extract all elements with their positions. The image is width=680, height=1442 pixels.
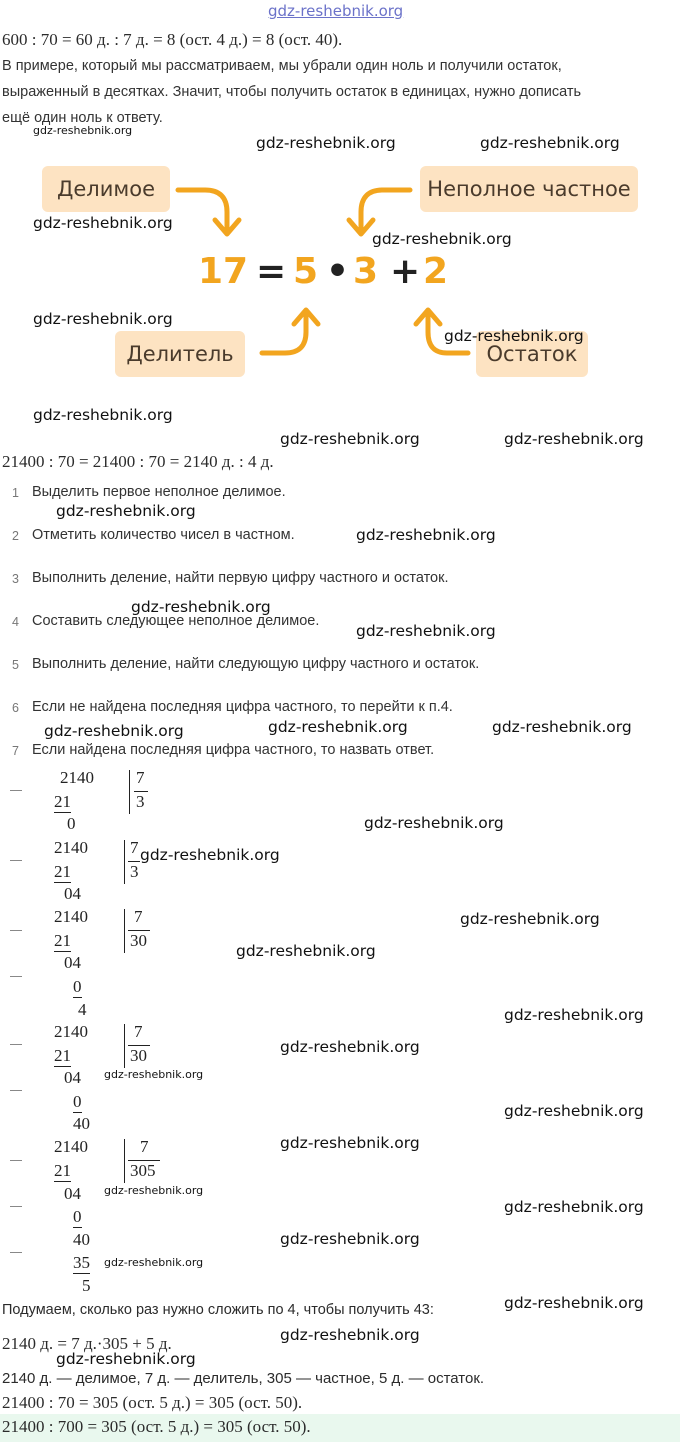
check-text: 2140 д. = 7 д.·305 + 5 д. bbox=[2, 1334, 172, 1353]
watermark: gdz-reshebnik.org bbox=[504, 1198, 644, 1216]
ld-subtrahend: 0 bbox=[73, 977, 82, 996]
step-text: Если не найдена последняя цифра частного, то перейти к п.4. bbox=[32, 699, 453, 715]
ld-next-dividend: 40 bbox=[73, 1114, 90, 1133]
ld-subtrahend: 21 bbox=[54, 862, 71, 881]
label-incomplete-quotient: Неполное частное bbox=[420, 166, 638, 212]
ld-remainder: 5 bbox=[82, 1276, 91, 1295]
equation-remainder: 2 bbox=[423, 251, 449, 292]
ld-dividend: 2140 bbox=[54, 907, 88, 926]
paragraph-line-1: В примере, который мы рассматриваем, мы убрали один ноль и получили остаток, bbox=[2, 58, 562, 74]
equation-line-2: 21400 : 70 = 21400 : 70 = 2140 д. : 4 д. bbox=[2, 452, 274, 471]
step-number: 5 bbox=[12, 658, 19, 672]
ld-subtrahend: 21 bbox=[54, 792, 71, 811]
ld-subtrahend: 21 bbox=[54, 931, 71, 950]
dash bbox=[10, 930, 22, 931]
watermark: gdz-reshebnik.org bbox=[236, 942, 376, 960]
ld-divisor: 7 bbox=[140, 1137, 149, 1156]
ld-remainder: 4 bbox=[78, 1000, 87, 1019]
ld-divisor: 7 bbox=[134, 907, 143, 926]
watermark-top[interactable]: gdz-reshebnik.org bbox=[268, 2, 404, 20]
ld-quotient: 3 bbox=[130, 862, 139, 881]
step-text: Выполнить деление, найти следующую цифру частного и остаток. bbox=[32, 656, 480, 672]
watermark: gdz-reshebnik.org bbox=[444, 327, 584, 345]
ld-divisor: 7 bbox=[134, 1022, 143, 1041]
ld-next-dividend: 40 bbox=[73, 1230, 90, 1249]
watermark: gdz-reshebnik.org bbox=[33, 214, 173, 232]
watermark: gdz-reshebnik.org bbox=[33, 406, 173, 424]
ld-quotient: 30 bbox=[130, 931, 147, 950]
ld-vertical-bar bbox=[124, 840, 125, 884]
dash bbox=[10, 790, 22, 791]
equation-plus: + bbox=[390, 251, 421, 292]
label-remainder: Остаток bbox=[476, 331, 588, 377]
paragraph-line-3: ещё один ноль к ответу. bbox=[2, 110, 163, 126]
watermark: gdz-reshebnik.org bbox=[280, 1134, 420, 1152]
watermark: gdz-reshebnik.org bbox=[44, 722, 184, 740]
think-text: Подумаем, сколько раз нужно сложить по 4, чтобы получить 43: bbox=[2, 1302, 434, 1318]
ld-subtrahend: 0 bbox=[73, 1207, 82, 1226]
dash bbox=[10, 860, 22, 861]
step-number: 3 bbox=[12, 572, 19, 586]
watermark: gdz-reshebnik.org bbox=[364, 814, 504, 832]
watermark: gdz-reshebnik.org bbox=[33, 310, 173, 328]
step-number: 7 bbox=[12, 744, 19, 758]
watermark: gdz-reshebnik.org bbox=[280, 1326, 420, 1344]
step-number: 6 bbox=[12, 701, 19, 715]
step-number: 4 bbox=[12, 615, 19, 629]
ld-next-dividend: 04 bbox=[64, 1184, 81, 1203]
watermark: gdz-reshebnik.org bbox=[356, 622, 496, 640]
ld-divisor: 7 bbox=[130, 838, 139, 857]
ld-subtrahend: 35 bbox=[73, 1253, 90, 1272]
watermark: gdz-reshebnik.org bbox=[504, 1102, 644, 1120]
equation-quotient: 3 bbox=[353, 251, 379, 292]
ld-divisor: 7 bbox=[136, 768, 145, 787]
watermark: gdz-reshebnik.org bbox=[131, 598, 271, 616]
step-text: Выделить первое неполное делимое. bbox=[32, 484, 286, 500]
equation-divisor: 5 bbox=[293, 251, 319, 292]
ld-subtrahend: 0 bbox=[73, 1092, 82, 1111]
dash bbox=[10, 1206, 22, 1207]
dash bbox=[10, 976, 22, 977]
equation-dot: • bbox=[326, 251, 350, 292]
watermark: gdz-reshebnik.org bbox=[33, 124, 133, 137]
dash bbox=[10, 1090, 22, 1091]
equation-dividend: 17 bbox=[198, 251, 249, 292]
step-text: Если найдена последняя цифра частного, то назвать ответ. bbox=[32, 742, 435, 758]
result-1: 21400 : 70 = 305 (ост. 5 д.) = 305 (ост. 50). bbox=[2, 1393, 303, 1412]
label-dividend: Делимое bbox=[42, 166, 170, 212]
ld-vertical-bar bbox=[124, 1139, 125, 1183]
watermark: gdz-reshebnik.org bbox=[504, 1006, 644, 1024]
ld-dividend: 2140 bbox=[54, 838, 88, 857]
paragraph-line-2: выраженный в десятках. Значит, чтобы получить остаток в единицах, нужно дописать bbox=[2, 84, 582, 100]
watermark: gdz-reshebnik.org bbox=[280, 1038, 420, 1056]
ld-vertical-bar bbox=[129, 770, 130, 814]
watermark: gdz-reshebnik.org bbox=[56, 502, 196, 520]
equation-line-1: 600 : 70 = 60 д. : 7 д. = 8 (ост. 4 д.) = 8 (ост. 40). bbox=[2, 30, 343, 49]
ld-quotient: 30 bbox=[130, 1046, 147, 1065]
ld-vertical-bar bbox=[124, 909, 125, 953]
watermark: gdz-reshebnik.org bbox=[56, 1350, 196, 1368]
ld-quotient: 3 bbox=[136, 792, 145, 811]
result-2: 21400 : 700 = 305 (ост. 5 д.) = 305 (ост. 50). bbox=[2, 1417, 311, 1436]
dash bbox=[10, 1044, 22, 1045]
watermark: gdz-reshebnik.org bbox=[140, 846, 280, 864]
ld-subtrahend: 21 bbox=[54, 1046, 71, 1065]
ld-dividend: 2140 bbox=[54, 1022, 88, 1041]
ld-subtrahend: 21 bbox=[54, 1161, 71, 1180]
watermark: gdz-reshebnik.org bbox=[256, 134, 396, 152]
dash bbox=[10, 1252, 22, 1253]
watermark: gdz-reshebnik.org bbox=[460, 910, 600, 928]
watermark: gdz-reshebnik.org bbox=[268, 718, 408, 736]
ld-remainder: 0 bbox=[67, 814, 76, 833]
ld-next-dividend: 04 bbox=[64, 1068, 81, 1087]
watermark: gdz-reshebnik.org bbox=[492, 718, 632, 736]
label-divisor: Делитель bbox=[115, 331, 245, 377]
ld-vertical-bar bbox=[124, 1024, 125, 1068]
ld-dividend: 2140 bbox=[60, 768, 94, 787]
step-text: Отметить количество чисел в частном. bbox=[32, 527, 295, 543]
step-number: 1 bbox=[12, 486, 19, 500]
explain-text: 2140 д. — делимое, 7 д. — делитель, 305 — частное, 5 д. — остаток. bbox=[2, 1370, 485, 1387]
ld-dividend: 2140 bbox=[54, 1137, 88, 1156]
watermark: gdz-reshebnik.org bbox=[280, 1230, 420, 1248]
step-text: Составить следующее неполное делимое. bbox=[32, 613, 320, 629]
step-text: Выполнить деление, найти первую цифру частного и остаток. bbox=[32, 570, 449, 586]
step-number: 2 bbox=[12, 529, 19, 543]
watermark: gdz-reshebnik.org bbox=[280, 430, 420, 448]
watermark: gdz-reshebnik.org bbox=[356, 526, 496, 544]
ld-quotient: 305 bbox=[130, 1161, 156, 1180]
watermark: gdz-reshebnik.org bbox=[504, 1294, 644, 1312]
watermark: gdz-reshebnik.org bbox=[104, 1068, 204, 1081]
equation-equals: = bbox=[256, 251, 287, 292]
watermark: gdz-reshebnik.org bbox=[372, 230, 512, 248]
watermark: gdz-reshebnik.org bbox=[104, 1184, 204, 1197]
dash bbox=[10, 1160, 22, 1161]
watermark: gdz-reshebnik.org bbox=[504, 430, 644, 448]
watermark: gdz-reshebnik.org bbox=[104, 1256, 204, 1269]
ld-next-dividend: 04 bbox=[64, 884, 81, 903]
watermark: gdz-reshebnik.org bbox=[480, 134, 620, 152]
ld-next-dividend: 04 bbox=[64, 953, 81, 972]
